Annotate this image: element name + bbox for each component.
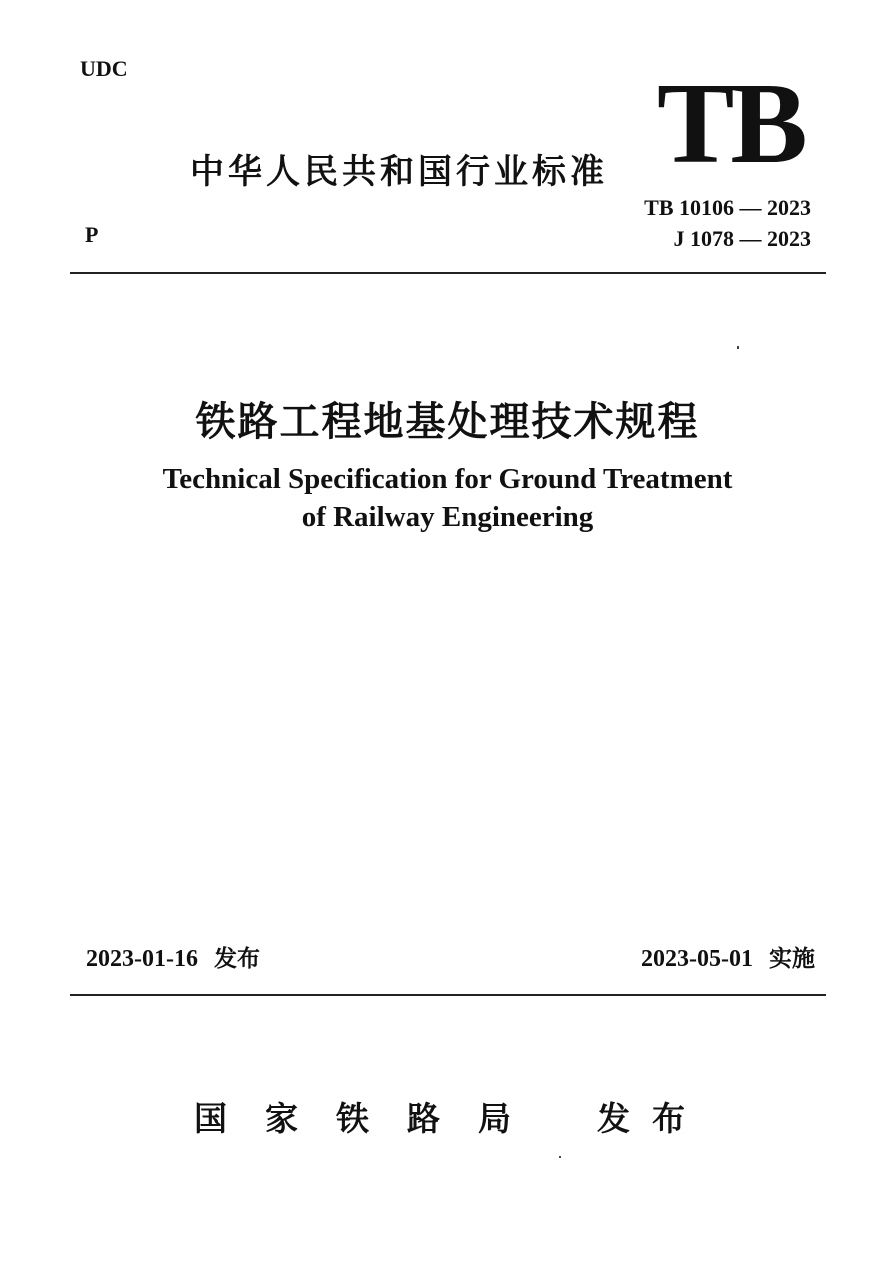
scan-speck	[737, 346, 739, 349]
standard-codes	[644, 192, 811, 254]
issuer-line	[194, 1093, 707, 1140]
scan-speck-2	[559, 1156, 561, 1158]
issuer-action: 发布	[597, 1099, 707, 1138]
udc-label: UDC	[80, 56, 128, 81]
issuer-name: 国家铁路局	[194, 1099, 549, 1138]
effective-date-block	[641, 940, 815, 973]
issue-date-block	[86, 940, 260, 973]
effective-date: 2023-05-01	[641, 946, 753, 972]
record-number: J 1078 — 2023	[673, 226, 811, 251]
tb-logo: TB	[657, 60, 804, 188]
issue-date: 2023-01-16	[86, 946, 198, 972]
industry-standard-heading: 中华人民共和国行业标准	[190, 152, 608, 192]
title-english-line-2: of Railway Engineering	[301, 501, 594, 533]
bottom-divider	[70, 994, 826, 996]
standard-number: TB 10106 — 2023	[644, 195, 811, 220]
classification-code: P	[85, 222, 99, 247]
top-divider	[70, 272, 826, 274]
title-chinese: 铁路工程地基处理技术规程	[195, 399, 700, 445]
issue-label: 发布	[213, 946, 260, 972]
title-english	[0, 460, 895, 536]
title-english-line-1: Technical Specification for Ground Treatment	[162, 463, 733, 495]
effective-label: 实施	[769, 946, 815, 972]
